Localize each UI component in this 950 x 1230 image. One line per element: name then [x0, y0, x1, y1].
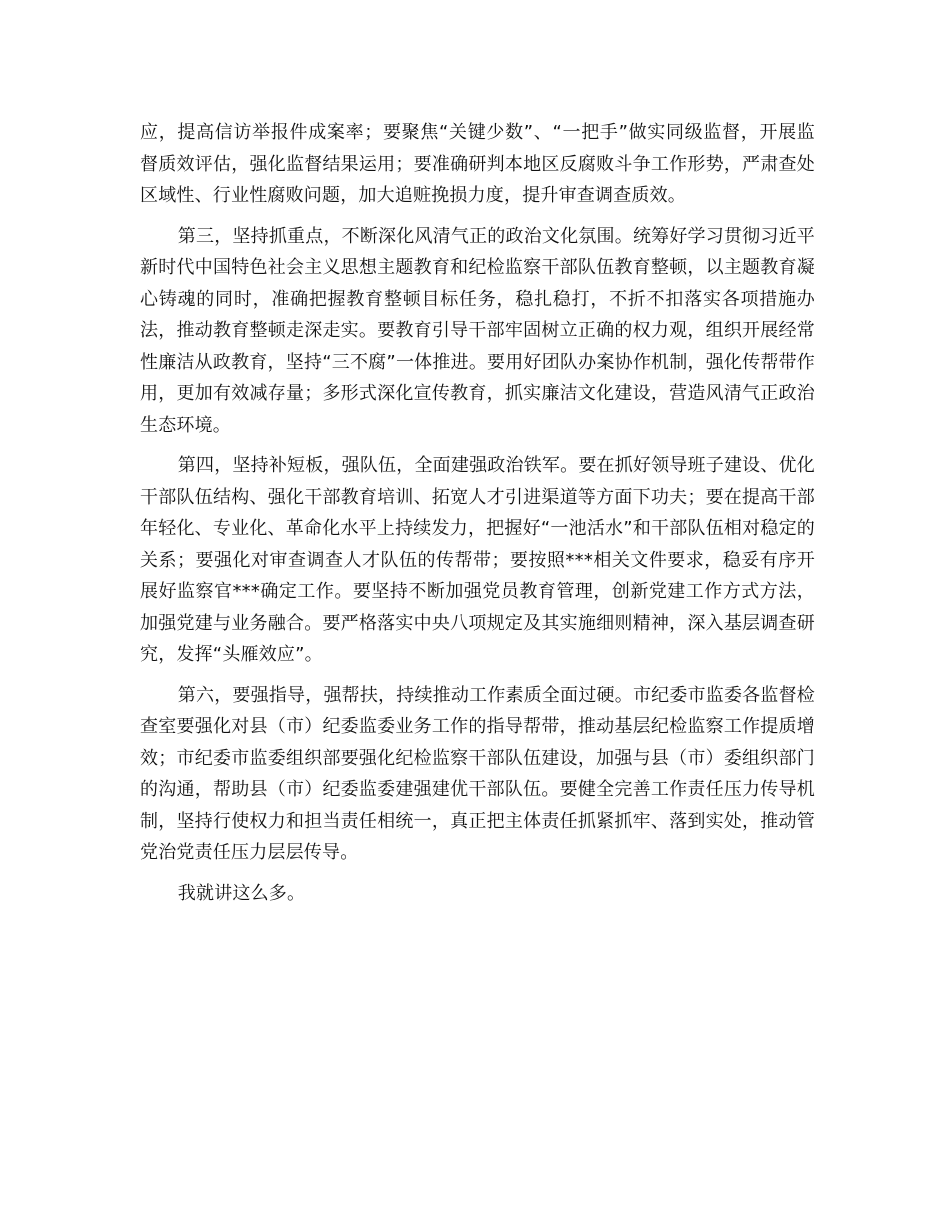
paragraph-1: 应，提高信访举报件成案率；要聚焦“关键少数”、“一把手”做实同级监督，开展监督质效评估，强化监督结果运用；要准确研判本地区反腐败斗争工作形势，严肃查处区域性、行业性腐败问题，加大追赃挽损力度，提升审查调查质效。 [140, 122, 815, 206]
document-body [140, 117, 815, 918]
paragraph-2: 第三，坚持抓重点，不断深化风清气正的政治文化氛围。统筹好学习贯彻习近平新时代中国特色社会主义思想主题教育和纪检监察干部队伍教育整顿，以主题教育凝心铸魂的同时，准确把握教育整顿目标任务，稳扎稳打，不折不扣落实各项措施办法，推动教育整顿走深走实。要教育引导干部牢固树立正确的权力观，组织开展经常性廉洁从政教育，坚持“三不腐”一体推进。要用好团队办案协作机制，强化传帮带作用，更加有效减存量；多形式深化宣传教育，抓实廉洁文化建设，营造风清气正政治生态环境。 [140, 225, 815, 436]
paragraph-5: 我就讲这么多。 [177, 882, 306, 904]
paragraph-4: 第六，要强指导，强帮扶，持续推动工作素质全面过硬。市纪委市监委各监督检查室要强化对县（市）纪委监委业务工作的指导帮带，推动基层纪检监察工作提质增效；市纪委市监委组织部要强化纪检监察干部队伍建设，加强与县（市）委组织部门的沟通，帮助县（市）纪委监委建强建优干部队伍。要健全完善工作责任压力传导机制，坚持行使权力和担当责任相统一，真正把主体责任抓紧抓牢、落到实处，推动管党治党责任压力层层传导。 [140, 684, 815, 863]
paragraph-3: 第四，坚持补短板，强队伍，全面建强政治铁军。要在抓好领导班子建设、优化干部队伍结构、强化干部教育培训、拓宽人才引进渠道等方面下功夫；要在提高干部年轻化、专业化、革命化水平上持续发力，把握好“一池活水”和干部队伍相对稳定的关系；要强化对审查调查人才队伍的传帮带；要按照***相关文件要求，稳妥有序开展好监察官***确定工作。要坚持不断加强党员教育管理，创新党建工作方式方法，加强党建与业务融合。要严格落实中央八项规定及其实施细则精神，深入基层调查研究，发挥“头雁效应”。 [140, 455, 815, 665]
